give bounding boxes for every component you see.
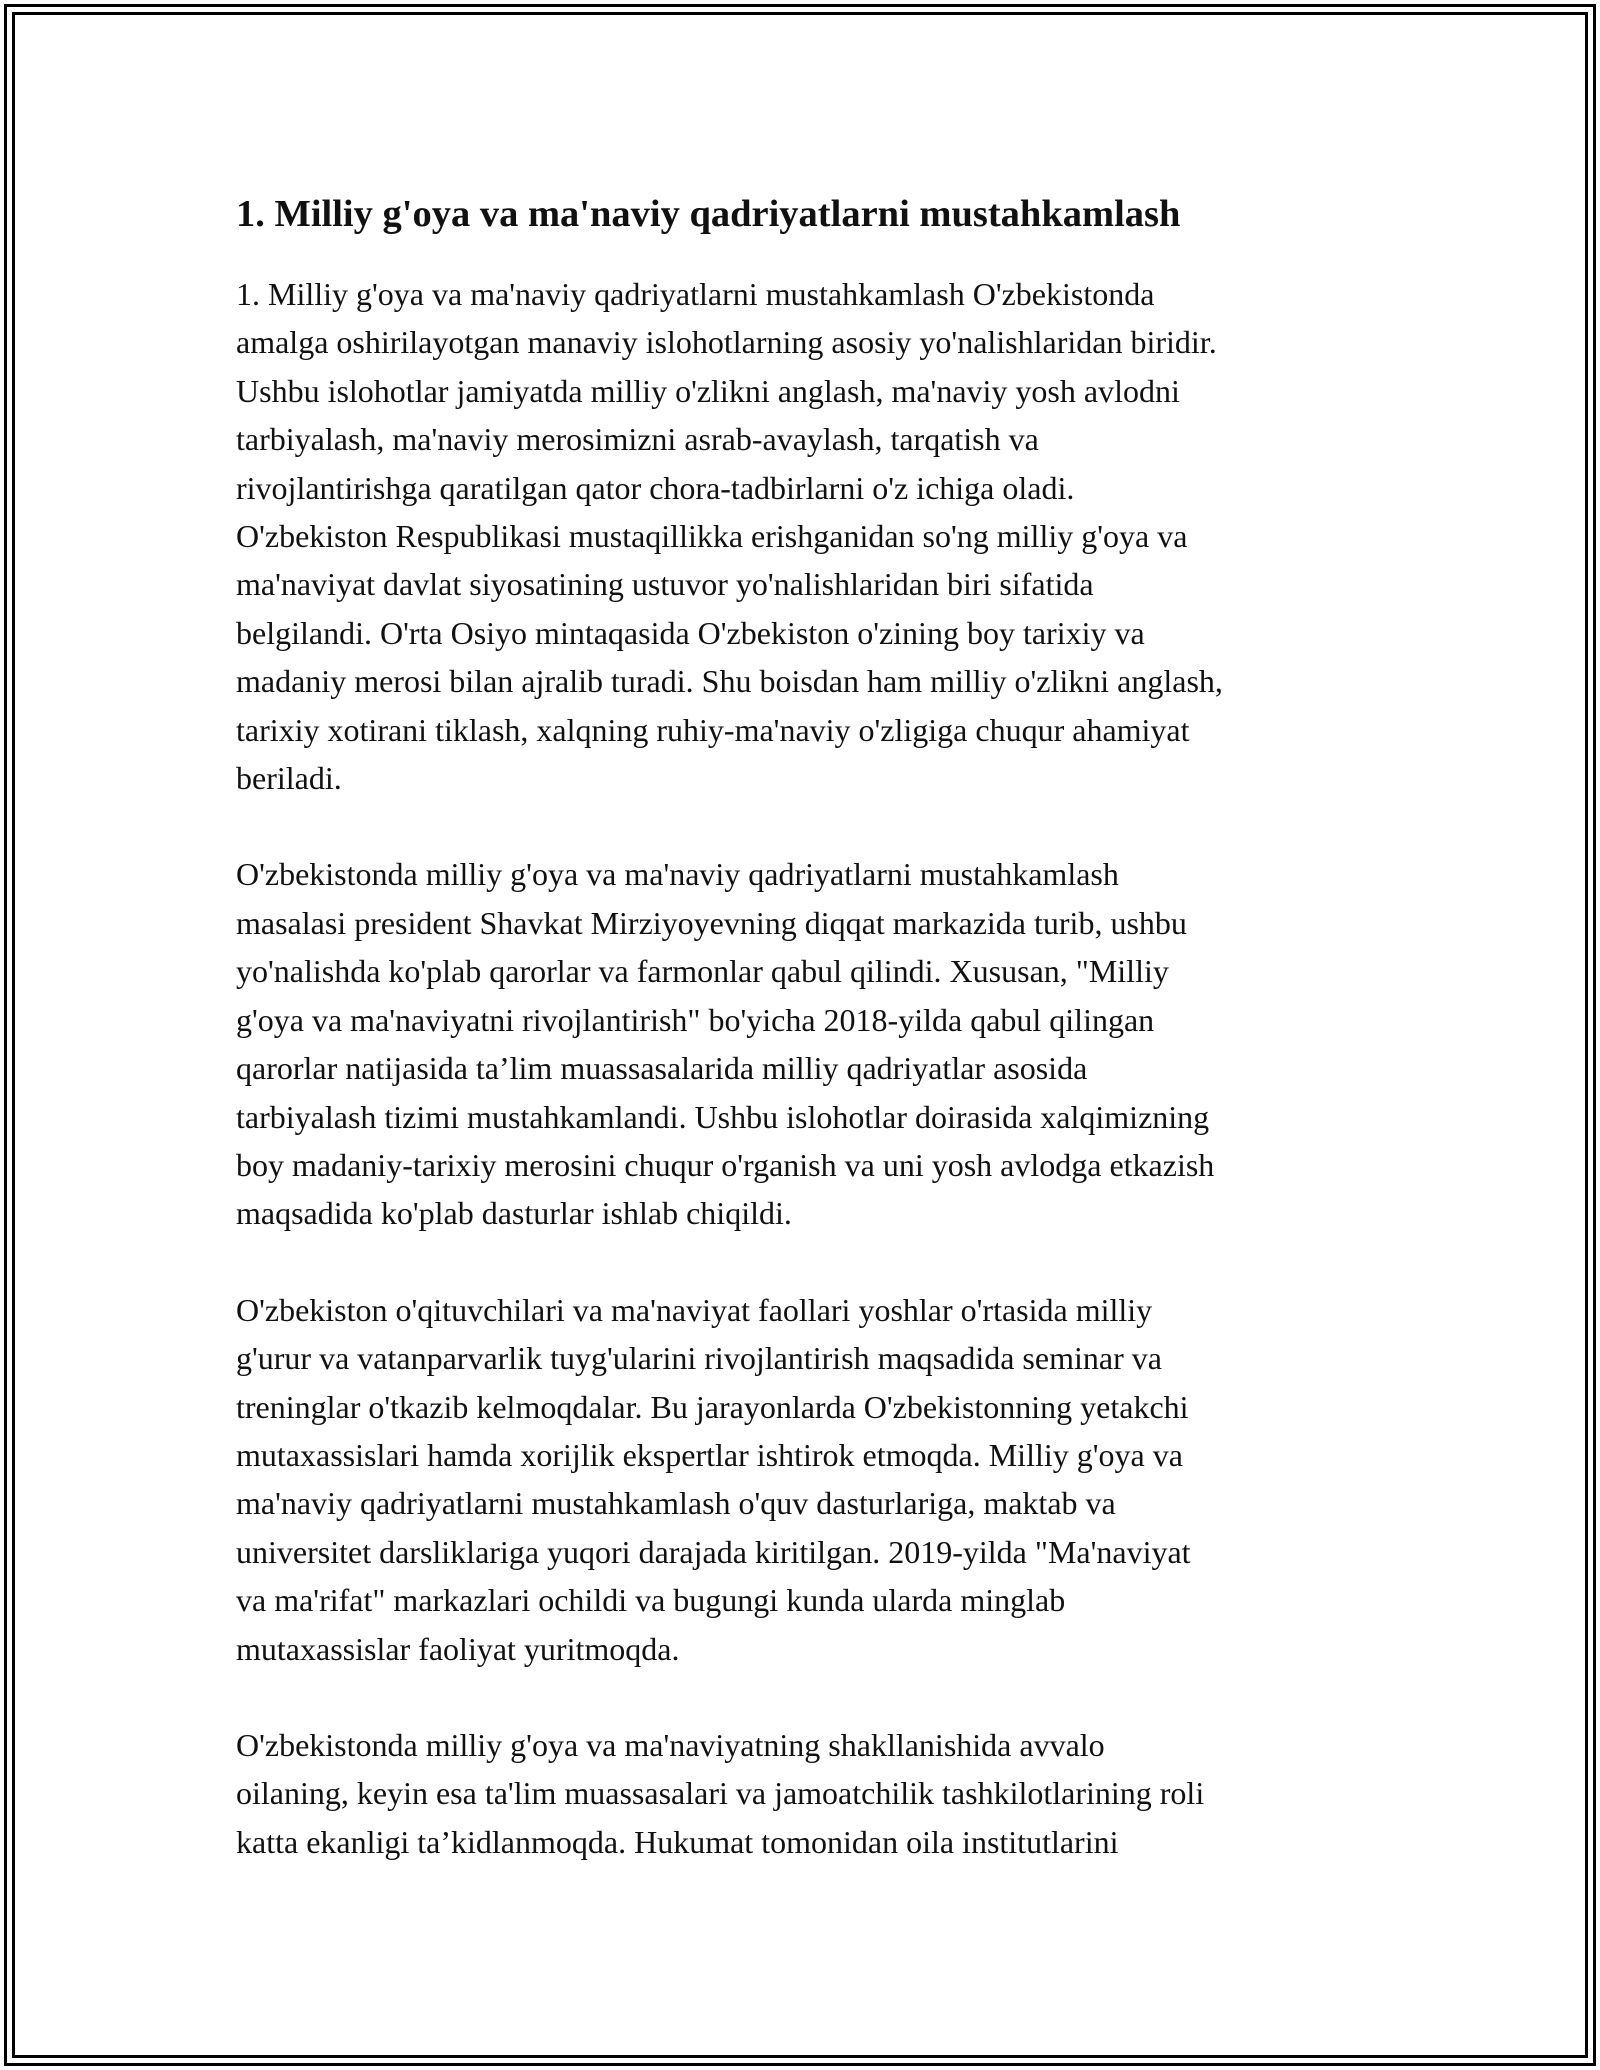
paragraph-1: 1. Milliy g'oya va ma'naviy qadriyatlarni mustahkamlash O'zbekistonda amalga oshirilayotgan manaviy islohotlarning asosiy yo'nalishlaridan biridir. Ushbu islohotlar jamiyatda milliy o'zlikni anglash, ma'naviy yosh avlodni tarbiyalash, ma'naviy merosimizni asrab-avaylash, tarqatish va rivojlantirishga qaratilgan qator chora-tadbirlarni o'z ichiga oladi. O'zbekiston Respublikasi mustaqillikka erishganidan so'ng milliy g'oya va ma'naviyat davlat siyosatining ustuvor yo'nalishlaridan biri sifatida belgilandi. O'rta Osiyo mintaqasida O'zbekiston o'zining boy tarixiy va madaniy merosi bilan ajralib turadi. Shu boisdan ham milliy o'zlikni anglash, tarixiy xotirani tiklash, xalqning ruhiy-ma'naviy o'zligiga chuqur ahamiyat beriladi. [236,276,1223,797]
paragraph-3: O'zbekiston o'qituvchilari va ma'naviyat faollari yoshlar o'rtasida milliy g'urur va vatanparvarlik tuyg'ularini rivojlantirish maqsadida seminar va treninglar o'tkazib kelmoqdalar. Bu jarayonlarda O'zbekistonning yetakchi mutaxassislari hamda xorijlik ekspertlar ishtirok etmoqda. Milliy g'oya va ma'naviy qadriyatlarni mustahkamlash o'quv dasturlariga, maktab va universitet darsliklariga yuqori darajada kiritilgan. 2019-yilda "Ma'naviyat va ma'rifat" markazlari ochildi va bugungi kunda ularda minglab mutaxassislar faoliyat yuritmoqda. [236,1291,1191,1667]
document-title: 1. Milliy g'oya va ma'naviy qadriyatlarni mustahkamlash [236,193,1181,235]
document-body [236,186,1366,1914]
paragraph-4: O'zbekistonda milliy g'oya va ma'naviyatning shakllanishida avvalo oilaning, keyin esa ta'lim muassasalari va jamoatchilik tashkilotlarining roli katta ekanligi ta’kidlanmoqda. Hukumat tomonidan oila institutlarini [236,1726,1205,1860]
paragraph-2: O'zbekistonda milliy g'oya va ma'naviy qadriyatlarni mustahkamlash masalasi president Shavkat Mirziyoyevning diqqat markazida turib, ushbu yo'nalishda ko'plab qarorlar va farmonlar qabul qilindi. Xususan, "Milliy g'oya va ma'naviyatni rivojlantirish" bo'yicha 2018-yilda qabul qilingan qarorlar natijasida ta’lim muassasalarida milliy qadriyatlar asosida tarbiyalash tizimi mustahkamlandi. Ushbu islohotlar doirasida xalqimizning boy madaniy-tarixiy merosini chuqur o'rganish va uni yosh avlodga etkazish maqsadida ko'plab dasturlar ishlab chiqildi. [236,856,1215,1232]
